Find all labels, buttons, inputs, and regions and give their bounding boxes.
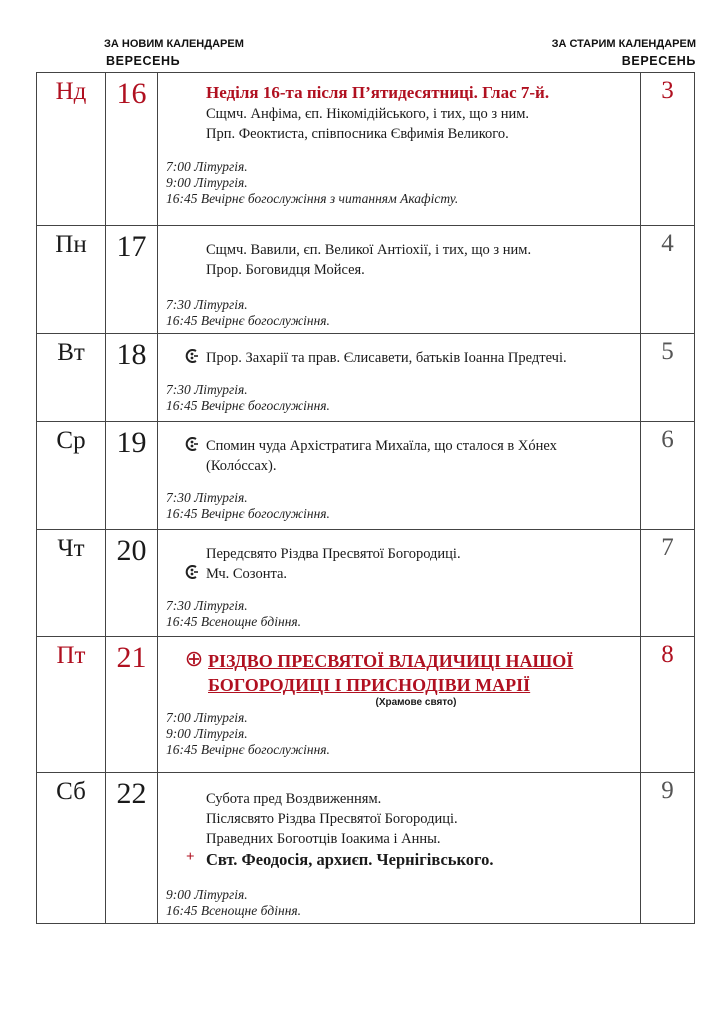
commemoration: Сщмч. Вавили, єп. Великої Антіохії, і тих, що з ним. (206, 242, 532, 258)
calendar-row (37, 530, 695, 637)
commemoration: Прор. Захарії та прав. Єлисавети, батьків Іоанна Предтечі. (206, 350, 567, 366)
commemoration: Спомин чуда Архістратига Михаїла, що сталося в Хóнех (206, 438, 557, 454)
day-of-week: Нд (37, 73, 106, 226)
calendar-row (37, 422, 695, 530)
commemoration: Передсвято Різдва Пресвятої Богородиці. (206, 546, 461, 562)
day-of-week: Вт (37, 334, 106, 422)
service-time: 7:30 Літургія. (166, 382, 248, 397)
old-calendar-day: 3 (641, 73, 695, 226)
commemoration: Мч. Созонта. (206, 566, 288, 582)
day-of-week: Ср (37, 422, 106, 530)
sunday-title: Неділя 16-та після П’ятидесятниці. Глас 7-й. (206, 83, 550, 102)
old-calendar-day: 9 (641, 773, 695, 924)
feast-title-line: БОГОРОДИЦІ І ПРИСНОДІВИ МАРІЇ (208, 675, 531, 695)
day-of-week: Сб (37, 773, 106, 924)
cross-icon: + (186, 849, 195, 865)
old-calendar-day: 6 (641, 422, 695, 530)
service-time: 16:45 Вечірнє богослужіння. (166, 313, 330, 328)
day-number: 16 (106, 73, 158, 226)
service-time: 9:00 Літургія. (166, 175, 248, 190)
polyeleos-icon (184, 436, 200, 458)
day-content (158, 773, 641, 924)
service-time: 16:45 Вечірнє богослужіння. (166, 506, 330, 521)
day-of-week: Пн (37, 226, 106, 334)
day-number: 20 (106, 530, 158, 637)
commemoration-bold: Свт. Феодосія, архиєп. Чернігівського. (206, 850, 494, 869)
service-time: 9:00 Літургія. (166, 887, 248, 902)
feast-note: (Храмове свято) (375, 697, 457, 708)
day-number: 19 (106, 422, 158, 530)
old-calendar-day: 8 (641, 637, 695, 773)
commemoration: Післясвято Різдва Пресвятої Богородиці. (206, 811, 458, 827)
commemoration: Праведних Богоотців Іоакима і Анны. (206, 831, 441, 847)
header-old-month: ВЕРЕСЕНЬ (621, 54, 696, 68)
day-content (158, 637, 641, 773)
day-content (158, 422, 641, 530)
commemoration: (Колóссах). (206, 458, 277, 474)
great-feast-icon (186, 650, 202, 674)
commemoration: Прор. Боговидця Мойсея. (206, 262, 365, 278)
calendar-row (37, 334, 695, 422)
service-time: 16:45 Вечірнє богослужіння. (166, 742, 330, 757)
service-time: 16:45 Всенощне бдіння. (166, 903, 302, 918)
day-number: 17 (106, 226, 158, 334)
day-content (158, 530, 641, 637)
service-time: 16:45 Вечірнє богослужіння. (166, 398, 330, 413)
service-time: 7:00 Літургія. (166, 159, 248, 174)
day-of-week: Чт (37, 530, 106, 637)
calendar-table (36, 72, 695, 924)
commemoration: Прп. Феоктиста, співпосника Євфимія Великого. (206, 126, 509, 142)
day-content (158, 73, 641, 226)
service-time: 7:30 Літургія. (166, 297, 248, 312)
header-new-calendar: ЗА НОВИМ КАЛЕНДАРЕМ (104, 38, 244, 50)
calendar-row (37, 773, 695, 924)
polyeleos-icon (184, 348, 200, 370)
calendar-row (37, 637, 695, 773)
old-calendar-day: 7 (641, 530, 695, 637)
day-content (158, 334, 641, 422)
day-content (158, 226, 641, 334)
old-calendar-day: 4 (641, 226, 695, 334)
old-calendar-day: 5 (641, 334, 695, 422)
service-time: 7:00 Літургія. (166, 710, 248, 725)
service-time: 16:45 Всенощне бдіння. (166, 614, 302, 629)
commemoration: Субота пред Воздвиженням. (206, 791, 382, 807)
header-old-calendar: ЗА СТАРИМ КАЛЕНДАРЕМ (551, 38, 696, 50)
feast-title-line: РІЗДВО ПРЕСВЯТОЇ ВЛАДИЧИЦІ НАШОЇ (208, 651, 574, 671)
service-time: 16:45 Вечірнє богослужіння з читанням Акафісту. (166, 191, 459, 206)
service-time: 9:00 Літургія. (166, 726, 248, 741)
day-number: 22 (106, 773, 158, 924)
day-number: 21 (106, 637, 158, 773)
header-new-month: ВЕРЕСЕНЬ (106, 54, 181, 68)
calendar-row (37, 226, 695, 334)
day-number: 18 (106, 334, 158, 422)
polyeleos-icon (184, 564, 200, 586)
day-of-week: Пт (37, 637, 106, 773)
service-time: 7:30 Літургія. (166, 598, 248, 613)
commemoration: Сщмч. Анфіма, єп. Нікомідійського, і тих, що з ним. (206, 106, 530, 122)
calendar-row (37, 73, 695, 226)
service-time: 7:30 Літургія. (166, 490, 248, 505)
